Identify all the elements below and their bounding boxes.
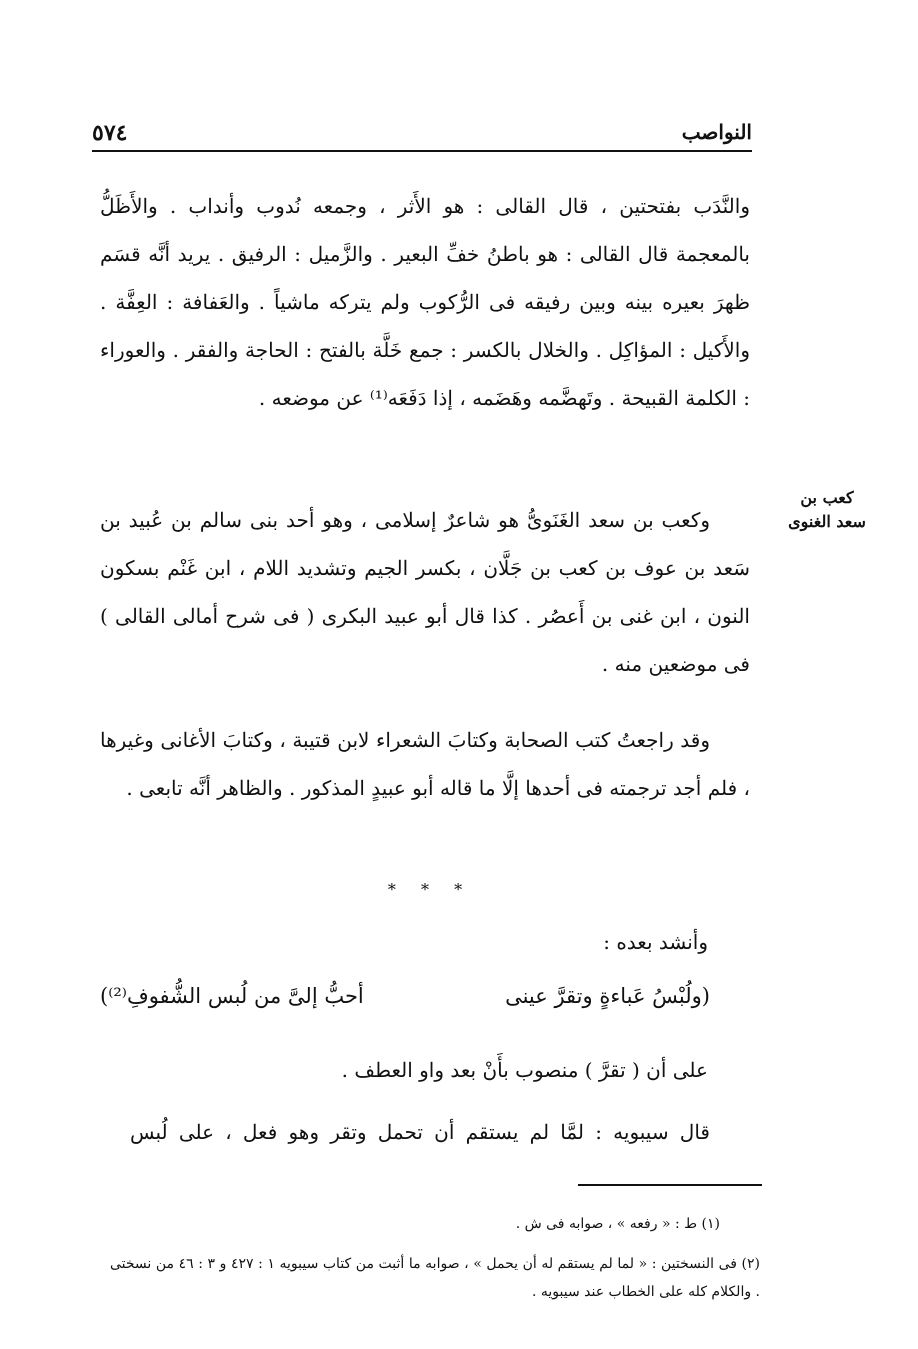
poetry-verse (100, 984, 710, 1024)
verse-second-hemistich: أحبُّ إلىَّ من لُبس الشُّفوفِ⁽²⁾) (100, 984, 364, 1008)
margin-note: كعب بن سعد الغنوى (788, 488, 866, 531)
running-title: النواصب (681, 120, 752, 144)
sibawayh-quote: قال سيبويه : لمَّا لم يستقم أن تحمل وتقر وهو فعل ، على لُبس (130, 1120, 710, 1144)
footnote-2: (٢) فى النسختين : « لما لم يستقم له أن يحمل » ، صوابه ما أثبت من كتاب سيبويه ١ : ٤٢٧ و ٣ : ٤٦ من نسختى . والكلام كله على الخطاب عند سيبويه . (110, 1256, 760, 1300)
grammar-note: على أن ( تقرَّ ) منصوب بأَنْ بعد واو العطف . (341, 1058, 708, 1082)
paragraph-sources: وقد راجعتُ كتب الصحابة وكتابَ الشعراء لابن قتيبة ، وكتابَ الأغانى وغيرها ، فلم أجد ترجمته فى أحدها إلَّا ما قاله أبو عبيدٍ المذكور . والظاهر أنَّه تابعى . (100, 728, 750, 800)
footnote-divider (578, 1184, 762, 1186)
verse-intro: وأنشد بعده : (603, 930, 708, 954)
footnote-1: (١) ط : « رفعه » ، صوابه فى ش . (515, 1216, 720, 1232)
page-header (92, 116, 752, 152)
paragraph-glossary: والنَّدَب بفتحتين ، قال القالى : هو الأَثر ، وجمعه نُدوب وأنداب . والأَظَلُّ بالمعجمة قال القالى : هو باطنُ خفِّ البعير . والزَّميل : الرفيق . يريد أنَّه قسَم ظهرَ بعيره بينه وبين رفيقه فى الرُّكوب ولم يتركه ماشياً . والعَفافة : العِفَّة . والأَكيل : المؤاكِل . والخلال بالكسر : جمع خَلَّة بالفتح : الحاجة والفقر . والعوراء : الكلمة القبيحة . وتَهضَّمه وهَضَمه ، إذا دَفَعَه⁽¹⁾ عن موضعه . (100, 194, 750, 410)
verse-first-hemistich: (ولُبْسُ عَباءةٍ وتقرَّ عينى (505, 984, 710, 1008)
section-separator: * * * (387, 880, 473, 899)
page-number: ٥٧٤ (92, 120, 128, 146)
paragraph-biography: وكعب بن سعد الغَنَوىُّ هو شاعرٌ إسلامى ، وهو أحد بنى سالم بن عُبيد بن سَعد بن عوف بن كعب بن جَلَّان ، بكسر الجيم وتشديد اللام ، ابن غَنْم بسكون النون ، ابن غنى بن أَعصُر . كذا قال أبو عبيد البكرى ( فى شرح أمالى القالى ) فى موضعين منه . (100, 508, 750, 676)
